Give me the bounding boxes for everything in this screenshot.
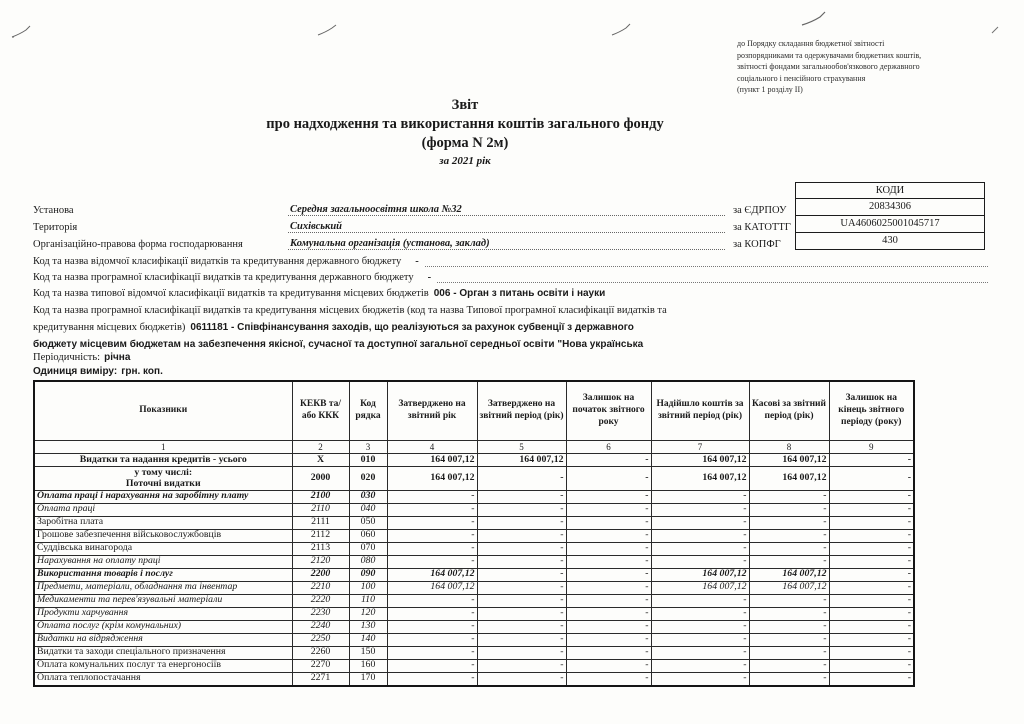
table-row [34, 555, 914, 568]
field-label: Організаційно-правова форма господарювання [33, 239, 243, 250]
value-cell: - [829, 529, 914, 542]
col-header-balance-start: Залишок на початок звітного року [566, 381, 651, 441]
table-row [34, 607, 914, 620]
value-cell: - [749, 646, 829, 659]
code-cell: 120 [349, 607, 387, 620]
org-field-ustanova [33, 200, 795, 216]
title-line-1: Звіт [451, 97, 479, 113]
pen-mark-icon [10, 24, 36, 40]
value-cell: - [477, 490, 566, 503]
kekv-cell: 2100 [292, 490, 349, 503]
col-number: 5 [477, 441, 566, 454]
table-row [34, 659, 914, 672]
value-cell: - [651, 490, 749, 503]
value-cell: - [387, 620, 477, 633]
classification-line-5 [33, 318, 988, 333]
value-cell: - [387, 529, 477, 542]
code-cell: 020 [349, 467, 387, 491]
value-cell: 164 007,12 [651, 581, 749, 594]
value-cell: - [566, 672, 651, 686]
value-cell: - [651, 633, 749, 646]
value-cell: - [829, 467, 914, 491]
code-cell: 080 [349, 555, 387, 568]
value-cell: - [477, 607, 566, 620]
value-cell: 164 007,12 [387, 454, 477, 467]
value-cell: - [829, 607, 914, 620]
kopfg-code: 430 [796, 232, 984, 249]
col-number: 3 [349, 441, 387, 454]
value-cell: 164 007,12 [387, 467, 477, 491]
header-row [34, 381, 914, 441]
value-cell: - [566, 467, 651, 491]
classification-line-4 [33, 301, 988, 316]
value-cell: - [651, 659, 749, 672]
value-cell: - [387, 503, 477, 516]
value-cell: - [477, 620, 566, 633]
value-cell: - [566, 659, 651, 672]
code-cell: 110 [349, 594, 387, 607]
kekv-cell: 2220 [292, 594, 349, 607]
value-cell: - [651, 594, 749, 607]
org-field-teritoria [33, 217, 795, 233]
expenditure-table [33, 380, 915, 687]
value-cell: 164 007,12 [651, 454, 749, 467]
table-row [34, 503, 914, 516]
col-number: 8 [749, 441, 829, 454]
col-number: 4 [387, 441, 477, 454]
value-cell: - [477, 568, 566, 581]
classification-line-1 [33, 252, 988, 267]
value-cell: - [829, 454, 914, 467]
edrpou-code: 20834306 [796, 198, 984, 215]
kekv-cell: 2230 [292, 607, 349, 620]
value-cell: 164 007,12 [749, 581, 829, 594]
code-cell: 170 [349, 672, 387, 686]
value-cell: - [829, 568, 914, 581]
value-cell: - [477, 659, 566, 672]
col-number: 7 [651, 441, 749, 454]
field-code-label: за КАТОТТГ [733, 222, 791, 233]
classification-text: Код та назва програмної класифікації видатків та кредитування місцевих бюджетів (код та назва Типової програмної класифікації видатків та [33, 305, 667, 316]
value-cell: - [387, 659, 477, 672]
indicator-cell: Продукти харчування [34, 607, 292, 620]
table-header [34, 381, 914, 454]
value-cell: - [749, 672, 829, 686]
value-cell: - [387, 555, 477, 568]
indicator-cell: Нарахування на оплату праці [34, 555, 292, 568]
indicator-cell: Предмети, матеріали, обладнання та інвентар [34, 581, 292, 594]
value-cell: - [387, 490, 477, 503]
field-value: Сихівський [288, 221, 725, 233]
indicator-cell: Оплата праці [34, 503, 292, 516]
pen-mark-icon [610, 22, 636, 38]
indicator-cell: Видатки та заходи спеціального призначення [34, 646, 292, 659]
value-cell: - [387, 672, 477, 686]
value-cell: - [749, 620, 829, 633]
value-cell: 164 007,12 [651, 568, 749, 581]
classification-value: - [415, 256, 419, 267]
indicator-cell: Оплата комунальних послуг та енергоносіїв [34, 659, 292, 672]
value-cell: - [829, 633, 914, 646]
periodicity-value: річна [104, 352, 131, 363]
kekv-cell: 2240 [292, 620, 349, 633]
value-cell: - [651, 672, 749, 686]
value-cell: - [387, 542, 477, 555]
classification-value: 006 - Орган з питань освіти і науки [433, 288, 606, 299]
kekv-cell: 2250 [292, 633, 349, 646]
value-cell: - [566, 646, 651, 659]
value-cell: - [651, 503, 749, 516]
value-cell: 164 007,12 [651, 467, 749, 491]
value-cell: - [477, 581, 566, 594]
reference-note-line: розпорядниками та одержувачами бюджетних коштів, [737, 50, 922, 60]
classification-text: Код та назва типової відомчої класифікації видатків та кредитування місцевих бюджетів [33, 288, 429, 299]
value-cell: - [749, 516, 829, 529]
field-code-label: за ЄДРПОУ [733, 205, 787, 216]
dotted-leader [437, 282, 988, 283]
value-cell: - [566, 454, 651, 467]
table-row [34, 568, 914, 581]
kekv-cell: 2260 [292, 646, 349, 659]
col-header-cash: Касові за звітний період (рік) [749, 381, 829, 441]
value-cell: - [477, 633, 566, 646]
value-cell: 164 007,12 [387, 581, 477, 594]
indicator-cell: Використання товарів і послуг [34, 568, 292, 581]
value-cell: 164 007,12 [477, 454, 566, 467]
field-value: Середня загальноосвітня школа №32 [288, 204, 725, 216]
value-cell: - [566, 555, 651, 568]
col-header-received: Надійшло коштів за звітний період (рік) [651, 381, 749, 441]
indicator-cell: Медикаменти та перев'язувальні матеріали [34, 594, 292, 607]
indicator-cell: Оплата теплопостачання [34, 672, 292, 686]
col-header-approved-year: Затверджено на звітний рік [387, 381, 477, 441]
value-cell: - [829, 542, 914, 555]
kekv-cell: 2271 [292, 672, 349, 686]
value-cell: - [566, 516, 651, 529]
col-number: 2 [292, 441, 349, 454]
col-number: 6 [566, 441, 651, 454]
codes-box [795, 182, 985, 250]
org-field-opf [33, 234, 795, 250]
title-line-3: (форма N 2м) [421, 134, 509, 151]
field-label: Територія [33, 222, 78, 233]
code-cell: 060 [349, 529, 387, 542]
value-cell: 164 007,12 [749, 454, 829, 467]
table-row [34, 672, 914, 686]
indicator-cell: Заробітна плата [34, 516, 292, 529]
pen-mark-icon [800, 10, 830, 28]
col-number: 1 [34, 441, 292, 454]
table-row [34, 646, 914, 659]
kekv-cell: 2112 [292, 529, 349, 542]
classification-text: Код та назва відомчої класифікації видатків та кредитування державного бюджету [33, 256, 402, 267]
table-row [34, 594, 914, 607]
value-cell: - [651, 529, 749, 542]
dotted-leader [425, 266, 988, 267]
table-row [34, 467, 914, 491]
value-cell: - [387, 646, 477, 659]
value-cell: - [387, 633, 477, 646]
indicator-cell: Видатки та надання кредитів - усього [34, 454, 292, 467]
table-row [34, 529, 914, 542]
code-cell: 150 [349, 646, 387, 659]
value-cell: - [749, 542, 829, 555]
kekv-cell: X [292, 454, 349, 467]
value-cell: - [477, 594, 566, 607]
table-row [34, 581, 914, 594]
classification-line-6 [33, 335, 988, 350]
value-cell: 164 007,12 [749, 467, 829, 491]
code-cell: 040 [349, 503, 387, 516]
value-cell: - [829, 646, 914, 659]
value-cell: - [566, 607, 651, 620]
col-header-rowcode: Код рядка [349, 381, 387, 441]
value-cell: - [477, 646, 566, 659]
title-period: за 2021 рік [439, 154, 491, 167]
value-cell: - [566, 594, 651, 607]
classification-value: - [427, 272, 432, 283]
code-cell: 130 [349, 620, 387, 633]
code-cell: 030 [349, 490, 387, 503]
pen-mark-icon [990, 24, 1006, 36]
field-code-label: за КОПФГ [733, 239, 781, 250]
reference-note-line: до Порядку складання бюджетної звітності [737, 39, 885, 48]
value-cell: - [749, 607, 829, 620]
kekv-cell: 2270 [292, 659, 349, 672]
value-cell: - [387, 594, 477, 607]
classification-line-2 [33, 268, 988, 283]
kekv-cell: 2110 [292, 503, 349, 516]
col-header-indicators: Показники [34, 381, 292, 441]
code-cell: 090 [349, 568, 387, 581]
value-cell: - [477, 516, 566, 529]
value-cell: - [566, 581, 651, 594]
indicator-cell: у тому числі: Поточні видатки [34, 467, 292, 491]
classification-value: бюджету місцевим бюджетам на забезпечення якісної, сучасної та доступної загальної середньої освіти "Нова українська [33, 339, 644, 350]
value-cell: - [566, 633, 651, 646]
col-header-kekv: КЕКВ та/або ККК [292, 381, 349, 441]
value-cell: - [566, 542, 651, 555]
indicator-cell: Оплата праці і нарахування на заробітну плату [34, 490, 292, 503]
value-cell: - [829, 594, 914, 607]
table-row [34, 633, 914, 646]
kekv-cell: 2111 [292, 516, 349, 529]
col-number: 9 [829, 441, 914, 454]
value-cell: - [477, 503, 566, 516]
value-cell: - [566, 503, 651, 516]
value-cell: - [566, 568, 651, 581]
periodicity-line [33, 352, 130, 363]
table-row [34, 516, 914, 529]
codes-box-header: КОДИ [875, 185, 905, 196]
value-cell: - [651, 542, 749, 555]
value-cell: - [387, 607, 477, 620]
value-cell: - [749, 555, 829, 568]
table-row [34, 542, 914, 555]
value-cell: - [829, 620, 914, 633]
indicator-cell: Грошове забезпечення військовослужбовців [34, 529, 292, 542]
value-cell: 164 007,12 [387, 568, 477, 581]
table-row [34, 490, 914, 503]
col-header-approved-period: Затверджено на звітний період (рік) [477, 381, 566, 441]
table-body [34, 454, 914, 686]
katottg-code: UA4606025001045717 [796, 215, 984, 232]
code-cell: 100 [349, 581, 387, 594]
value-cell: - [749, 594, 829, 607]
reference-note-line: звітності фондами загальнообов'язкового державного [737, 62, 920, 72]
value-cell: - [829, 516, 914, 529]
value-cell: - [477, 555, 566, 568]
value-cell: - [829, 581, 914, 594]
value-cell: - [651, 646, 749, 659]
code-cell: 140 [349, 633, 387, 646]
pen-mark-icon [316, 22, 342, 38]
code-cell: 160 [349, 659, 387, 672]
reference-note-line: соціального і пенсійного страхування [737, 73, 866, 83]
reference-note-line: (пункт 1 розділу II) [737, 85, 803, 95]
indicator-cell: Оплата послуг (крім комунальних) [34, 620, 292, 633]
column-number-row [34, 441, 914, 454]
value-cell: - [749, 633, 829, 646]
value-cell: - [566, 620, 651, 633]
classification-text: кредитування місцевих бюджетів) [33, 322, 186, 333]
reference-note [737, 38, 972, 96]
classification-line-3 [33, 284, 988, 299]
value-cell: - [829, 490, 914, 503]
value-cell: - [387, 516, 477, 529]
title-line-2: про надходження та використання коштів загального фонду [266, 115, 664, 132]
value-cell: - [829, 659, 914, 672]
value-cell: - [477, 542, 566, 555]
value-cell: - [566, 490, 651, 503]
table-row [34, 620, 914, 633]
field-value: Комунальна організація (установа, заклад) [288, 238, 725, 250]
kekv-cell: 2200 [292, 568, 349, 581]
code-cell: 070 [349, 542, 387, 555]
report-title [60, 96, 870, 167]
value-cell: - [829, 555, 914, 568]
col-header-balance-end: Залишок на кінець звітного періоду (року) [829, 381, 914, 441]
value-cell: - [651, 620, 749, 633]
unit-value: грн. коп. [121, 366, 163, 377]
value-cell: - [749, 659, 829, 672]
value-cell: - [651, 516, 749, 529]
value-cell: - [566, 529, 651, 542]
periodicity-label: Періодичність: [33, 352, 101, 363]
indicator-cell: Суддівська винагорода [34, 542, 292, 555]
classification-text: Код та назва програмної класифікації видатків та кредитування державного бюджету [33, 272, 414, 283]
kekv-cell: 2000 [292, 467, 349, 491]
value-cell: - [477, 467, 566, 491]
field-label: Установа [33, 205, 74, 216]
code-cell: 050 [349, 516, 387, 529]
kekv-cell: 2210 [292, 581, 349, 594]
indicator-cell: Видатки на відрядження [34, 633, 292, 646]
unit-line [33, 366, 163, 377]
value-cell: 164 007,12 [749, 568, 829, 581]
value-cell: - [749, 490, 829, 503]
code-cell: 010 [349, 454, 387, 467]
classification-value: 0611181 - Співфінансування заходів, що реалізуються за рахунок субвенції з державного [190, 322, 634, 333]
kekv-cell: 2113 [292, 542, 349, 555]
value-cell: - [749, 503, 829, 516]
unit-label: Одиниця виміру: [33, 366, 118, 377]
kekv-cell: 2120 [292, 555, 349, 568]
value-cell: - [829, 672, 914, 686]
value-cell: - [829, 503, 914, 516]
value-cell: - [749, 529, 829, 542]
value-cell: - [651, 607, 749, 620]
value-cell: - [477, 529, 566, 542]
value-cell: - [651, 555, 749, 568]
table-row [34, 454, 914, 467]
value-cell: - [477, 672, 566, 686]
